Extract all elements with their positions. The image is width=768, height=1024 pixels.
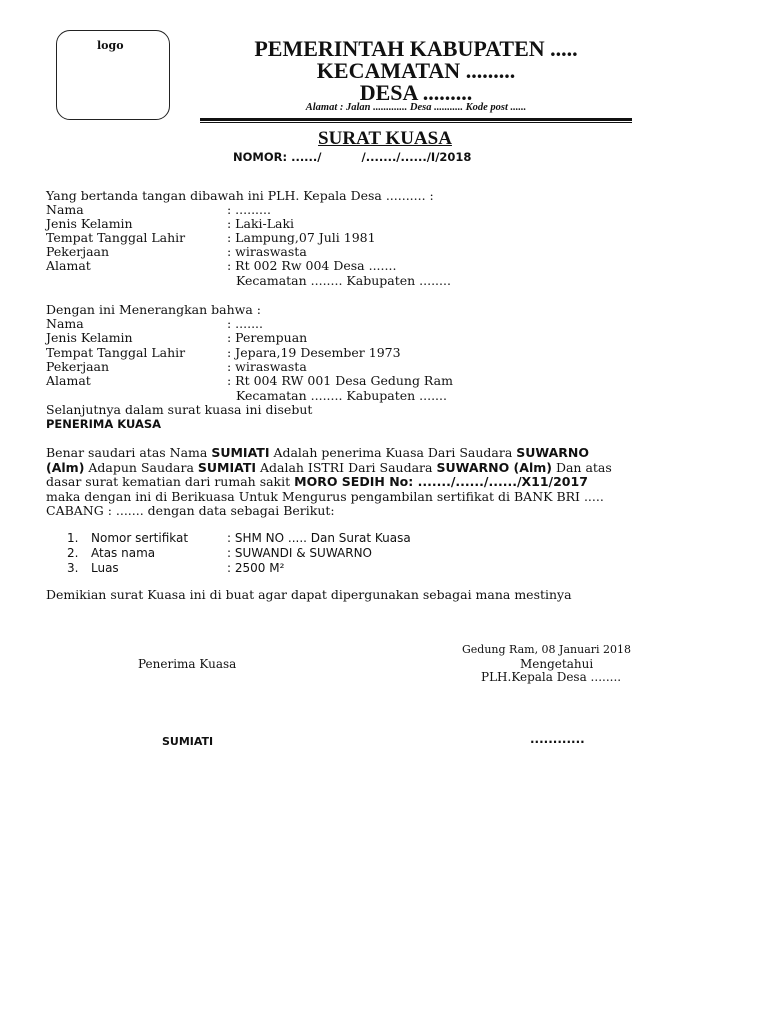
document-number: NOMOR: ....../ /......./....../I/2018 — [233, 150, 472, 164]
referred-as-text: Selanjutnya dalam surat kuasa ini disebut — [46, 402, 313, 417]
grantee-job-label: Pekerjaan — [46, 359, 110, 374]
list-item-num: 1. — [67, 531, 79, 545]
kop-line-district: KECAMATAN ......... — [316, 58, 516, 83]
statement-line-3 — [46, 475, 588, 490]
header-rule-thin — [200, 122, 632, 123]
grantee-intro: Dengan ini Menerangkan bahwa : — [46, 302, 261, 317]
grantee-address-cont: Kecamatan ........ Kabupaten ....... — [236, 388, 447, 403]
hospital-ref-bold: MORO SEDIH No: ......./....../....../X11/2017 — [294, 474, 588, 489]
closing-statement: Demikian surat Kuasa ini di buat agar dapat dipergunakan sebagai mana mestinya — [46, 587, 572, 602]
logo-label: logo — [97, 39, 124, 52]
referred-title: PENERIMA KUASA — [46, 417, 162, 431]
alm-bold: (Alm) — [46, 459, 85, 475]
kop-address: Alamat : Jalan ............. Desa ........... Kode post ...... — [305, 102, 527, 113]
grantee-name-value: : ....... — [227, 316, 263, 331]
grantor-gender-value: : Laki-Laki — [227, 216, 295, 231]
statement-text: Adapun Saudara — [84, 459, 198, 475]
official-title: PLH.Kepala Desa ........ — [481, 670, 622, 684]
grantee-name-bold: SUMIATI — [211, 445, 270, 460]
recipient-signature-name: SUMIATI — [162, 735, 214, 748]
grantee-job-value: : wiraswasta — [227, 359, 307, 374]
statement-line-1 — [46, 446, 589, 461]
grantor-address-cont: Kecamatan ........ Kabupaten ........ — [236, 273, 451, 288]
statement-text: dasar surat kematian dari rumah sakit — [46, 474, 295, 489]
grantee-birth-value: : Jepara,19 Desember 1973 — [227, 345, 401, 360]
grantee-address-value: : Rt 004 RW 001 Desa Gedung Ram — [227, 373, 453, 388]
deceased-name-bold: SUWARNO — [516, 445, 590, 460]
grantee-gender-value: : Perempuan — [227, 330, 308, 345]
grantee-name-label: Nama — [46, 316, 84, 331]
list-item-value: : 2500 M² — [227, 561, 285, 575]
statement-line-4: maka dengan ini di Berikuasa Untuk Mengurus pengambilan sertifikat di BANK BRI ..... — [46, 488, 604, 504]
list-item-label: Nomor sertifikat — [91, 531, 189, 545]
grantor-gender-label: Jenis Kelamin — [46, 216, 133, 231]
acknowledge-label: Mengetahui — [520, 657, 594, 671]
place-date: Gedung Ram, 08 Januari 2018 — [462, 643, 632, 656]
list-item-label: Atas nama — [91, 546, 156, 560]
header-rule-thick — [200, 118, 632, 121]
list-item-label: Luas — [91, 561, 119, 575]
grantor-address-label: Alamat — [46, 258, 91, 273]
grantor-job-label: Pekerjaan — [46, 244, 110, 259]
grantor-name-value: : ......... — [227, 202, 271, 217]
statement-text: Dan atas — [551, 459, 612, 475]
list-item-num: 2. — [67, 546, 79, 560]
kop-line-regency: PEMERINTAH KABUPATEN ..... — [254, 36, 578, 61]
document-title: SURAT KUASA — [318, 128, 452, 149]
list-item-value: : SUWANDI & SUWARNO — [227, 546, 372, 560]
grantee-name-bold: SUMIATI — [197, 459, 256, 475]
statement-text: Benar saudari atas Nama — [46, 445, 212, 460]
deceased-name-bold: SUWARNO (Alm) — [436, 459, 552, 475]
recipient-title: Penerima Kuasa — [138, 657, 237, 671]
grantee-gender-label: Jenis Kelamin — [46, 330, 133, 345]
statement-text: Adalah penerima Kuasa Dari Saudara — [269, 445, 517, 460]
statement-line-2 — [46, 461, 612, 476]
kop-line-village: DESA ......... — [359, 80, 473, 105]
statement-text: Adalah ISTRI Dari Saudara — [256, 459, 437, 475]
list-item-num: 3. — [67, 561, 79, 575]
grantor-name-label: Nama — [46, 202, 84, 217]
statement-line-5: CABANG : ....... dengan data sebagai Berikut: — [46, 503, 335, 518]
logo-placeholder — [56, 30, 170, 120]
grantor-intro: Yang bertanda tangan dibawah ini PLH. Kepala Desa .......... : — [46, 188, 434, 203]
grantor-birth-label: Tempat Tanggal Lahir — [46, 230, 186, 245]
grantee-birth-label: Tempat Tanggal Lahir — [46, 345, 186, 360]
grantee-address-label: Alamat — [46, 373, 91, 388]
list-item-value: : SHM NO ..... Dan Surat Kuasa — [227, 531, 411, 545]
official-signature-name: ............ — [530, 732, 585, 746]
grantor-address-value: : Rt 002 Rw 004 Desa ....... — [227, 258, 397, 273]
grantor-job-value: : wiraswasta — [227, 244, 307, 259]
grantor-birth-value: : Lampung,07 Juli 1981 — [227, 230, 376, 245]
